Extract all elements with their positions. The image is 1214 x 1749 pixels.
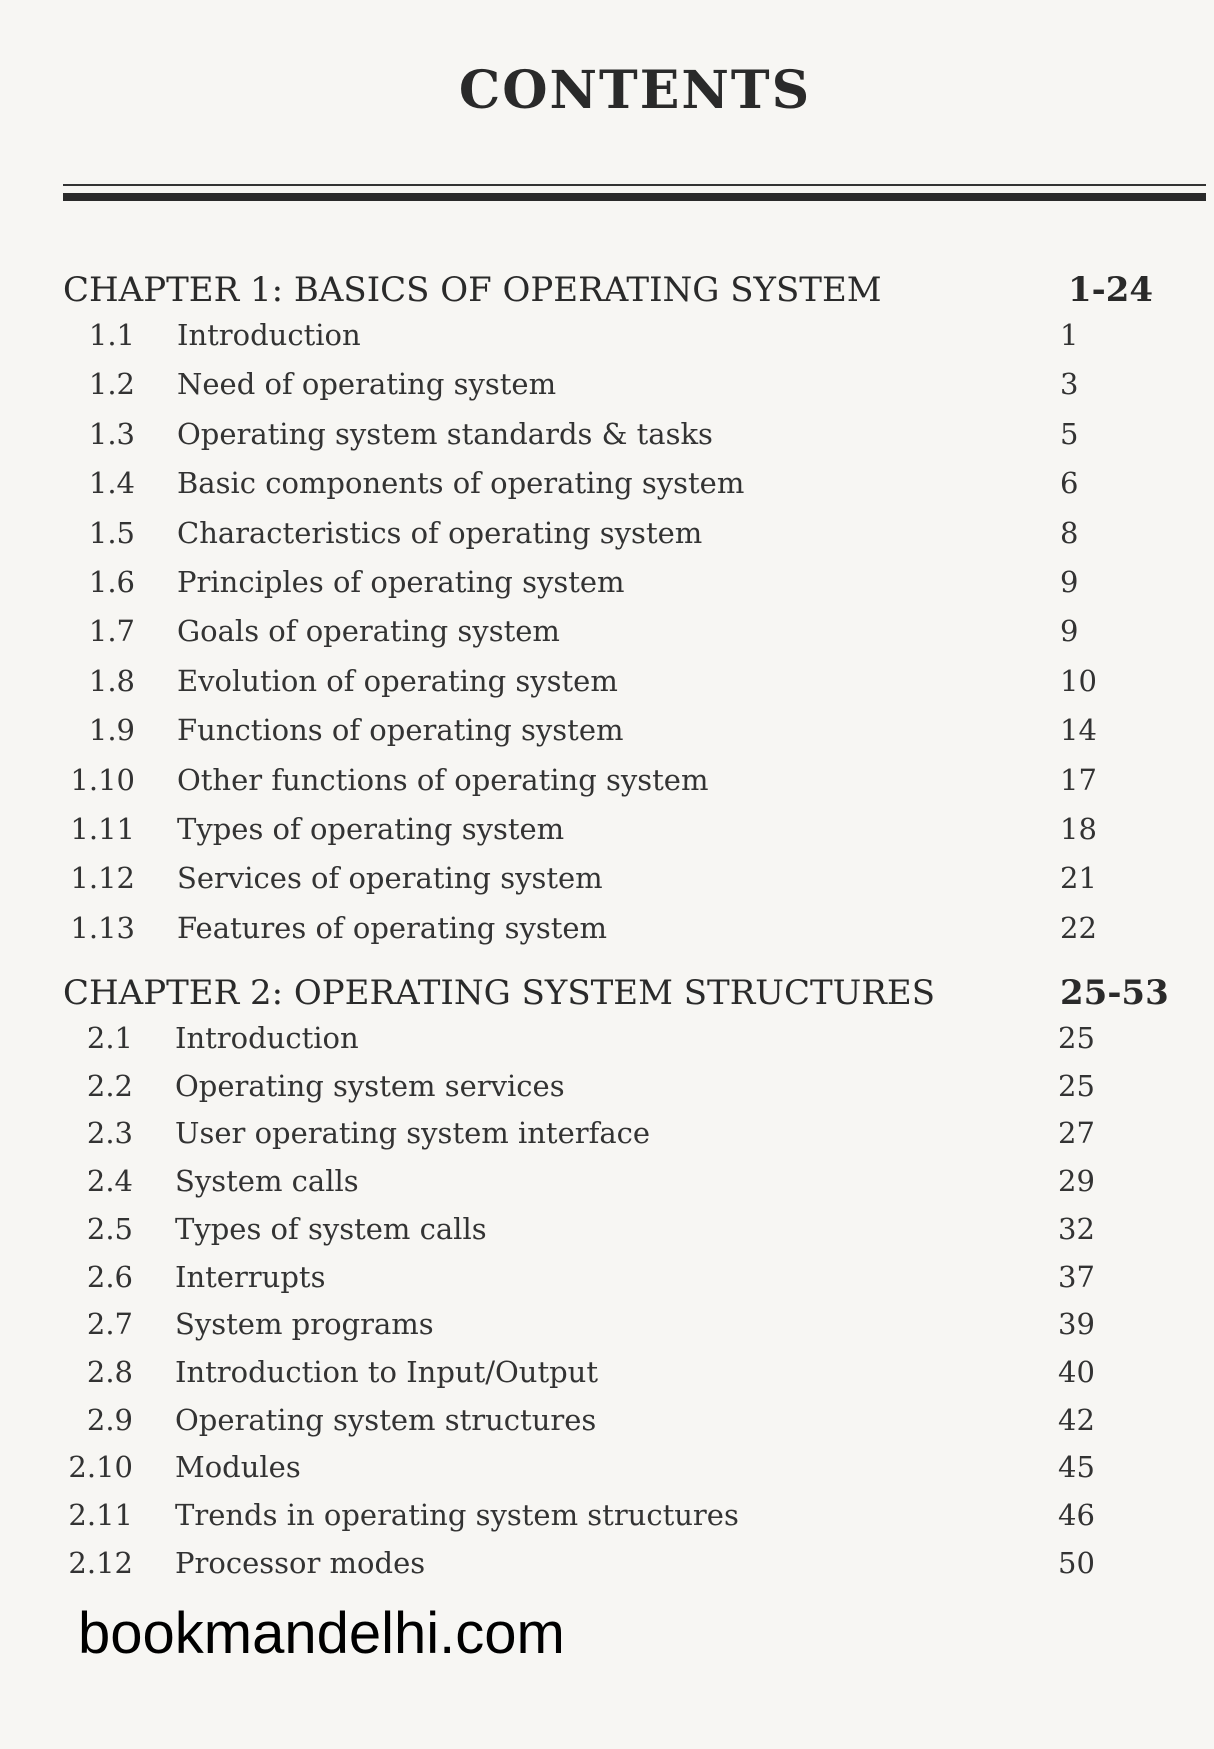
toc-entry [0, 1355, 1150, 1399]
section-number: 2.9 [86, 1402, 133, 1437]
toc-entry [0, 318, 1150, 362]
section-page-number: 25 [1058, 1068, 1095, 1103]
section-number: 2.3 [86, 1116, 133, 1151]
section-title: Operating system standards & tasks [177, 416, 713, 451]
section-page-number: 5 [1060, 416, 1079, 451]
section-page-number: 6 [1060, 466, 1079, 501]
toc-entry [0, 367, 1150, 411]
toc-entry [0, 516, 1150, 560]
section-page-number: 10 [1060, 663, 1097, 698]
section-number: 2.8 [86, 1354, 133, 1389]
toc-entry [0, 763, 1150, 807]
toc-entry [0, 1546, 1150, 1590]
toc-entry [0, 466, 1150, 510]
section-number: 1.4 [88, 466, 135, 501]
toc-entry [0, 1212, 1150, 1256]
toc-entry [0, 417, 1150, 461]
section-title: Functions of operating system [177, 713, 624, 748]
divider-thin [63, 184, 1206, 186]
section-title: Basic components of operating system [177, 466, 745, 501]
chapter-heading [63, 973, 1169, 1023]
divider-thick [63, 193, 1206, 201]
section-page-number: 32 [1058, 1211, 1095, 1246]
section-page-number: 29 [1058, 1164, 1095, 1199]
section-page-number: 3 [1060, 367, 1079, 402]
section-title: Introduction to Input/Output [175, 1354, 599, 1389]
chapter-title: CHAPTER 1: BASICS OF OPERATING SYSTEM [63, 270, 882, 310]
section-page-number: 17 [1060, 762, 1097, 797]
toc-entry [0, 1307, 1150, 1351]
section-page-number: 46 [1058, 1498, 1095, 1532]
page-title: CONTENTS [458, 60, 812, 121]
section-title: Features of operating system [177, 910, 608, 945]
section-number: 1.7 [88, 614, 135, 649]
chapter-heading [63, 270, 1163, 320]
section-number: 1.5 [88, 515, 135, 550]
section-number: 2.12 [68, 1545, 133, 1580]
toc-entry [0, 1069, 1150, 1113]
section-page-number: 22 [1060, 910, 1097, 945]
chapter-page-range: 25-53 [1060, 973, 1169, 1013]
chapter-title: CHAPTER 2: OPERATING SYSTEM STRUCTURES [63, 973, 936, 1013]
chapter-page-range: 1-24 [1068, 270, 1154, 310]
section-title: Introduction [175, 1021, 359, 1055]
section-number: 1.11 [70, 812, 135, 846]
section-title: Processor modes [175, 1545, 426, 1580]
section-page-number: 40 [1058, 1354, 1095, 1389]
section-title: User operating system interface [175, 1116, 651, 1151]
section-page-number: 9 [1060, 565, 1079, 599]
toc-entry [0, 812, 1150, 856]
section-title: Principles of operating system [177, 565, 625, 599]
section-title: Types of system calls [175, 1211, 487, 1246]
section-number: 2.4 [86, 1164, 133, 1199]
section-number: 2.1 [86, 1021, 133, 1055]
toc-entry [0, 1498, 1150, 1542]
section-page-number: 14 [1060, 713, 1097, 748]
section-number: 1.9 [88, 713, 135, 748]
section-number: 2.5 [86, 1211, 133, 1246]
toc-entry [0, 1164, 1150, 1208]
section-page-number: 42 [1058, 1402, 1095, 1437]
section-page-number: 9 [1060, 614, 1079, 649]
toc-entry [0, 911, 1150, 955]
section-page-number: 37 [1058, 1259, 1095, 1294]
section-page-number: 39 [1058, 1307, 1095, 1342]
section-title: Operating system services [175, 1068, 565, 1103]
section-number: 1.13 [70, 910, 135, 945]
section-title: System programs [175, 1307, 434, 1342]
section-number: 1.3 [88, 416, 135, 451]
section-number: 1.12 [70, 861, 135, 896]
section-title: Need of operating system [177, 367, 557, 402]
section-number: 1.2 [88, 367, 135, 402]
section-title: System calls [175, 1164, 359, 1199]
section-number: 1.10 [70, 762, 135, 797]
section-number: 2.6 [86, 1259, 133, 1294]
section-number: 1.6 [88, 565, 135, 599]
toc-entry [0, 1116, 1150, 1160]
toc-entry [0, 1021, 1150, 1065]
section-title: Modules [175, 1450, 301, 1485]
toc-entry [0, 614, 1150, 658]
watermark-text: bookmandelhi.com [78, 1601, 565, 1666]
toc-entry [0, 713, 1150, 757]
section-number: 2.2 [86, 1068, 133, 1103]
section-number: 1.1 [88, 318, 135, 352]
section-number: 2.7 [86, 1307, 133, 1342]
section-page-number: 25 [1058, 1021, 1095, 1055]
section-page-number: 21 [1060, 861, 1097, 896]
section-title: Evolution of operating system [177, 663, 618, 698]
toc-entry [0, 1450, 1150, 1494]
section-page-number: 18 [1060, 812, 1097, 846]
section-title: Services of operating system [177, 861, 603, 896]
section-number: 2.11 [68, 1498, 133, 1532]
section-page-number: 27 [1058, 1116, 1095, 1151]
section-page-number: 45 [1058, 1450, 1095, 1485]
section-title: Characteristics of operating system [177, 515, 703, 550]
section-page-number: 1 [1060, 318, 1079, 352]
section-title: Operating system structures [175, 1402, 597, 1437]
section-number: 2.10 [68, 1450, 133, 1485]
toc-entry [0, 1260, 1150, 1304]
section-title: Introduction [177, 318, 361, 352]
section-title: Trends in operating system structures [175, 1498, 739, 1532]
section-page-number: 50 [1058, 1545, 1095, 1580]
section-number: 1.8 [88, 663, 135, 698]
section-title: Interrupts [175, 1259, 326, 1294]
section-title: Types of operating system [177, 812, 565, 846]
toc-entry [0, 565, 1150, 609]
section-title: Goals of operating system [177, 614, 560, 649]
toc-entry [0, 861, 1150, 905]
toc-entry [0, 1403, 1150, 1447]
section-title: Other functions of operating system [177, 762, 709, 797]
section-page-number: 8 [1060, 515, 1079, 550]
toc-entry [0, 664, 1150, 708]
